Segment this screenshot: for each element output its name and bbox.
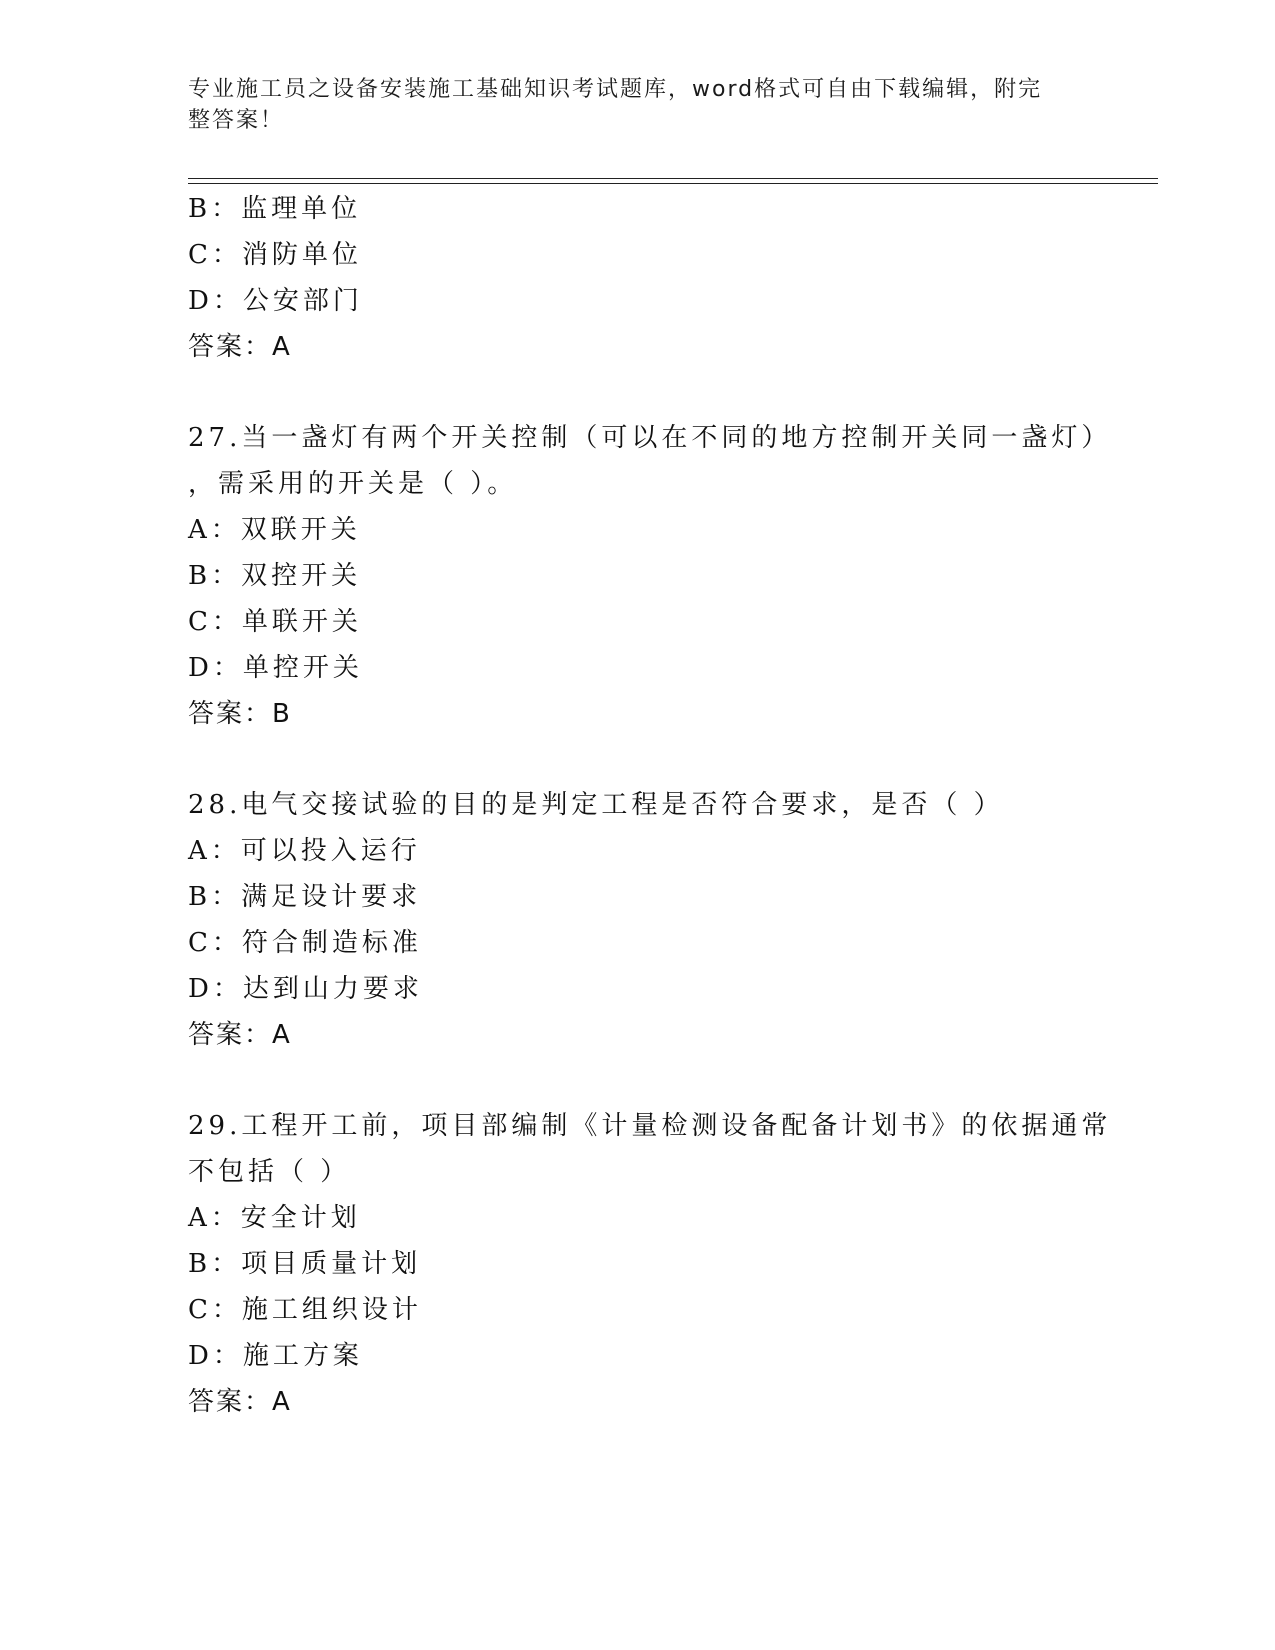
question-stem: ，需采用的开关是（ ）。 — [188, 469, 518, 499]
answer: 答案：A — [188, 1387, 292, 1417]
header-divider-top — [188, 178, 1158, 179]
option-a: A：可以投入运行 — [188, 836, 421, 866]
option-d: D：达到山力要求 — [188, 974, 423, 1004]
question-stem: 27.当一盏灯有两个开关控制（可以在不同的地方控制开关同一盏灯） — [188, 423, 1112, 453]
header-line-2: 整答案！ — [188, 108, 285, 133]
question-stem: 不包括（ ） — [188, 1157, 351, 1187]
question-27 — [188, 415, 1112, 737]
option-b: B：监理单位 — [188, 194, 362, 224]
question-stem: 28.电气交接试验的目的是判定工程是否符合要求，是否（ ） — [188, 790, 1004, 820]
question-26-continued — [188, 186, 1088, 370]
option-b: B：双控开关 — [188, 561, 362, 591]
header-line-1: 专业施工员之设备安装施工基础知识考试题库，word格式可自由下载编辑，附完 — [188, 77, 1043, 102]
question-29 — [188, 1103, 1112, 1425]
question-list — [188, 186, 1112, 1425]
option-d: D：施工方案 — [188, 1341, 363, 1371]
answer: 答案：A — [188, 1020, 292, 1050]
option-a: A：双联开关 — [188, 515, 361, 545]
question-stem: 29.工程开工前，项目部编制《计量检测设备配备计划书》的依据通常 — [188, 1111, 1112, 1141]
option-c: C：施工组织设计 — [188, 1295, 422, 1325]
question-28 — [188, 782, 1088, 1058]
option-c: C：单联开关 — [188, 607, 362, 637]
option-c: C：消防单位 — [188, 240, 362, 270]
answer: 答案：B — [188, 699, 292, 729]
option-b: B：项目质量计划 — [188, 1249, 422, 1279]
answer: 答案：A — [188, 332, 292, 362]
document-header — [188, 74, 1068, 136]
option-c: C：符合制造标准 — [188, 928, 422, 958]
option-d: D：单控开关 — [188, 653, 363, 683]
option-d: D：公安部门 — [188, 286, 363, 316]
option-b: B：满足设计要求 — [188, 882, 422, 912]
header-divider-bottom — [188, 183, 1158, 184]
option-a: A：安全计划 — [188, 1203, 361, 1233]
